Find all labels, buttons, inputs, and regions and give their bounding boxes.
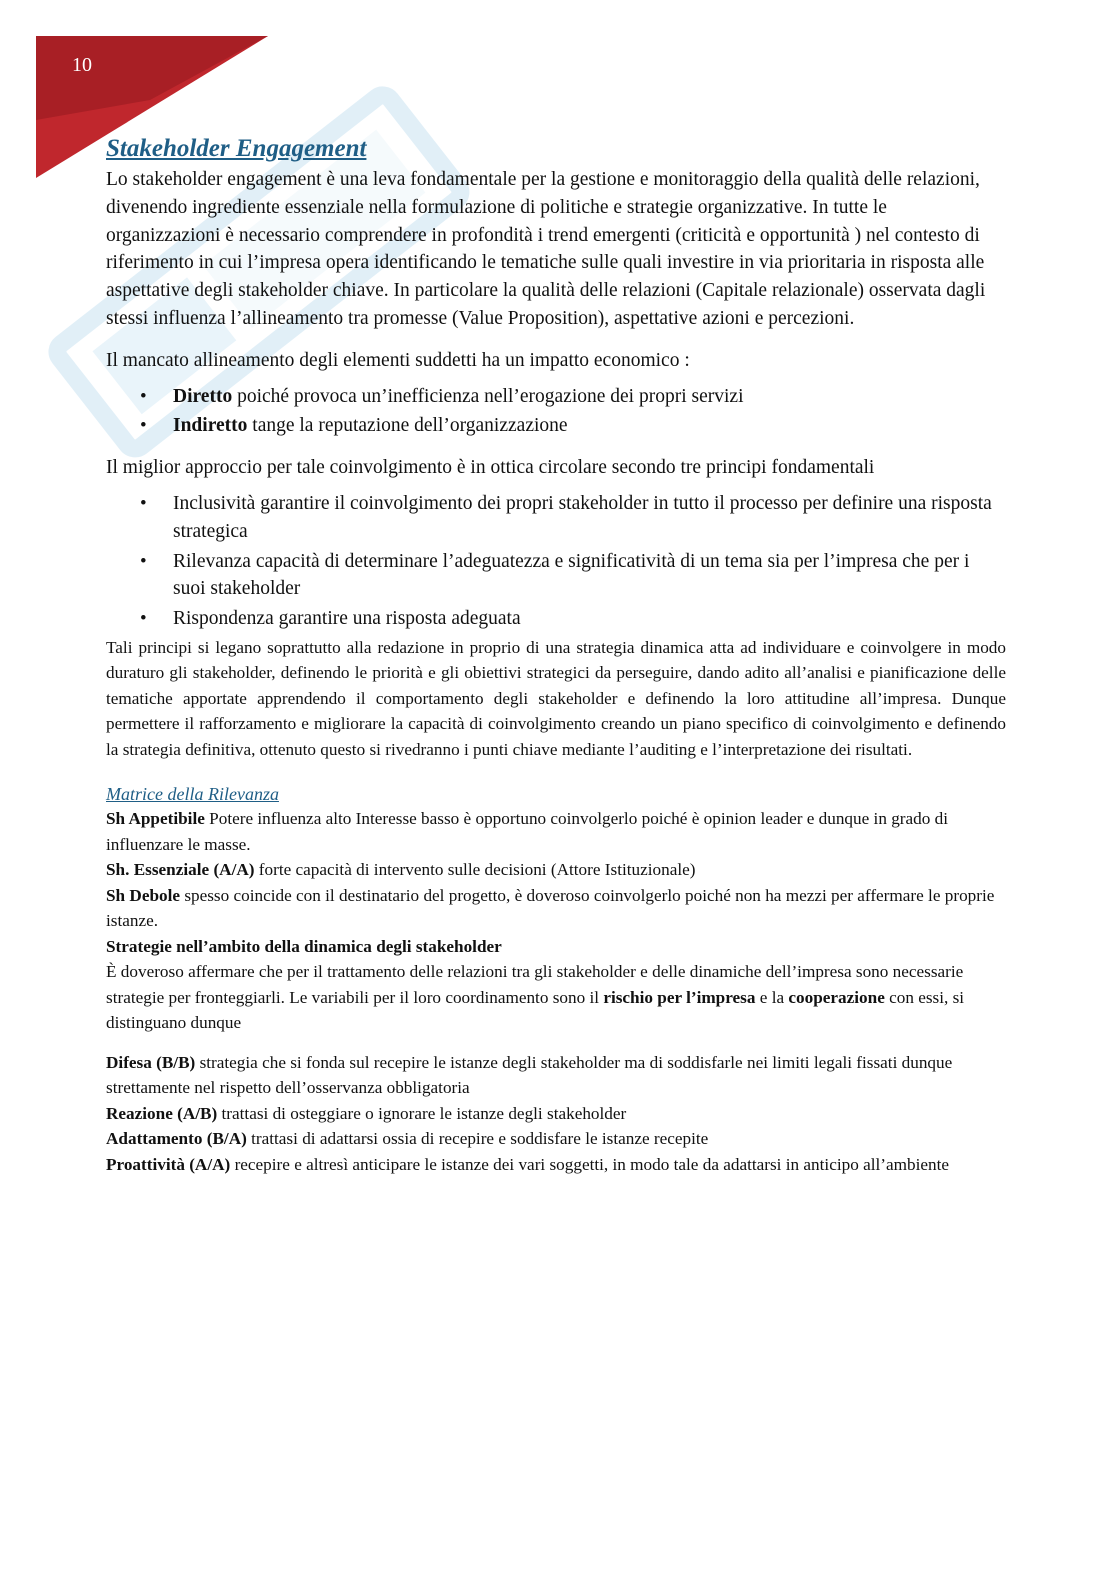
approach-intro: Il miglior approccio per tale coinvolgimento è in ottica circolare secondo tre principi fondamentali xyxy=(106,457,875,479)
impact-term: Indiretto xyxy=(173,415,248,437)
strategy-term: Reazione (A/B) xyxy=(106,1103,218,1123)
matrix-item xyxy=(106,857,1006,883)
page-number: 10 xyxy=(72,54,92,76)
bold-span: rischio per l’impresa xyxy=(603,987,756,1007)
matrix-text: forte capacità di intervento sulle decisioni (Attore Istituzionale) xyxy=(254,860,696,880)
list-item xyxy=(173,383,1006,411)
section-title: Stakeholder Engagement xyxy=(106,135,367,162)
strategy-text: trattasi di osteggiare o ignorare le istanze degli stakeholder xyxy=(217,1103,627,1123)
matrix-term: Sh. Essenziale (A/A) xyxy=(106,860,255,880)
impact-intro: Il mancato allineamento degli elementi suddetti ha un impatto economico : xyxy=(106,349,690,371)
text-span: con essi, si distinguano dunque xyxy=(106,987,965,1033)
strategy-text: trattasi di adattarsi ossia di recepire e soddisfare le istanze recepite xyxy=(246,1129,709,1149)
impact-text: tange la reputazione dell’organizzazione xyxy=(247,415,568,437)
list-item: • Inclusività garantire il coinvolgimento dei propri stakeholder in tutto il processo per definire una risposta strategica xyxy=(173,490,1006,546)
text-span: È doveroso affermare che per il trattamento delle relazioni tra gli stakeholder e delle dinamiche dell’impresa sono necessarie strategie per fronteggiarli. Le variabili per il loro coordinamento sono il xyxy=(106,962,964,1007)
strategies-paragraph xyxy=(106,959,1006,1036)
matrix-heading: Matrice della Rilevanza xyxy=(106,784,279,805)
bold-span: cooperazione xyxy=(788,987,885,1007)
strategy-item xyxy=(106,1101,1006,1127)
strategies-heading xyxy=(106,934,1006,960)
list-item: • Rispondenza garantire una risposta adeguata xyxy=(173,605,1006,633)
strategy-item xyxy=(106,1126,1006,1152)
matrix-text: Potere influenza alto Interesse basso è opportuno coinvolgerlo poiché è opinion leader e dunque in grado di influenzare le masse. xyxy=(106,809,949,854)
document-body xyxy=(106,134,1006,1177)
strategy-item xyxy=(106,1152,1006,1178)
list-item xyxy=(173,412,1006,440)
matrix-item xyxy=(106,806,1006,857)
matrix-term: Sh Appetibile xyxy=(106,809,205,829)
strategy-item xyxy=(106,1050,1006,1101)
principles-list xyxy=(106,490,1006,633)
strategy-term: Proattività (A/A) xyxy=(106,1154,231,1174)
intro-paragraph: Lo stakeholder engagement è una leva fondamentale per la gestione e monitoraggio della qualità delle relazioni, divenendo ingrediente essenziale nella formulazione di politiche e strategie organizzative. In tutte le organizzazioni è necessario comprendere in profondità i trend emergenti (criticità e opportunità ) nel contesto di riferimento in cui l’impresa opera identificando le tematiche sulle quali investire in via prioritaria in risposta alle aspettative degli stakeholder chiave. In particolare la qualità delle relazioni (Capitale relazionale) osservata dagli stessi influenza l’allineamento tra promesse (Value Proposition), aspettative azioni e percezioni. xyxy=(106,169,986,329)
impact-text: poiché provoca un’inefficienza nell’erogazione dei propri servizi xyxy=(232,385,744,407)
matrix-term: Sh Debole xyxy=(106,885,181,905)
strategy-term: Adattamento (B/A) xyxy=(106,1129,247,1149)
strategy-term: Difesa (B/B) xyxy=(106,1052,196,1072)
impact-list xyxy=(106,383,1006,441)
matrix-text: spesso coincide con il destinatario del progetto, è doveroso coinvolgerlo poiché non ha mezzi per affermare le proprie istanze. xyxy=(106,885,995,931)
impact-term: Diretto xyxy=(173,385,233,407)
matrix-item xyxy=(106,883,1006,934)
list-item: • Rilevanza capacità di determinare l’adeguatezza e significatività di un tema sia per l’impresa che per i suoi stakeholder xyxy=(173,548,1006,604)
strategies-heading-text: Strategie nell’ambito della dinamica degli stakeholder xyxy=(106,936,502,956)
principles-paragraph: Tali principi si legano soprattutto alla redazione in proprio di una strategia dinamica atta ad individuare e coinvolgere in modo duraturo gli stakeholder, definendo le priorità e gli obiettivi strategici da perseguire, dando adito all’analisi e pianificazione delle tematiche apportate apprendendo il comportamento degli stakeholder e definendo la loro attitudine all’impresa. Dunque permettere il rafforzamento e migliorare la capacità di coinvolgimento creando un piano specifico di coinvolgimento e definendo la strategia definitiva, ottenuto questo si rivedranno i punti chiave mediante l’auditing e l’interpretazione dei risultati. xyxy=(106,637,1006,759)
strategy-text: recepire e altresì anticipare le istanze dei vari soggetti, in modo tale da adattarsi in anticipo all’ambiente xyxy=(230,1154,949,1174)
strategy-text: strategia che si fonda sul recepire le istanze degli stakeholder ma di soddisfarle nei limiti legali fissati dunque strettamente nel rispetto dell’osservanza obbligatoria xyxy=(106,1052,953,1098)
text-span: e la xyxy=(755,987,789,1007)
